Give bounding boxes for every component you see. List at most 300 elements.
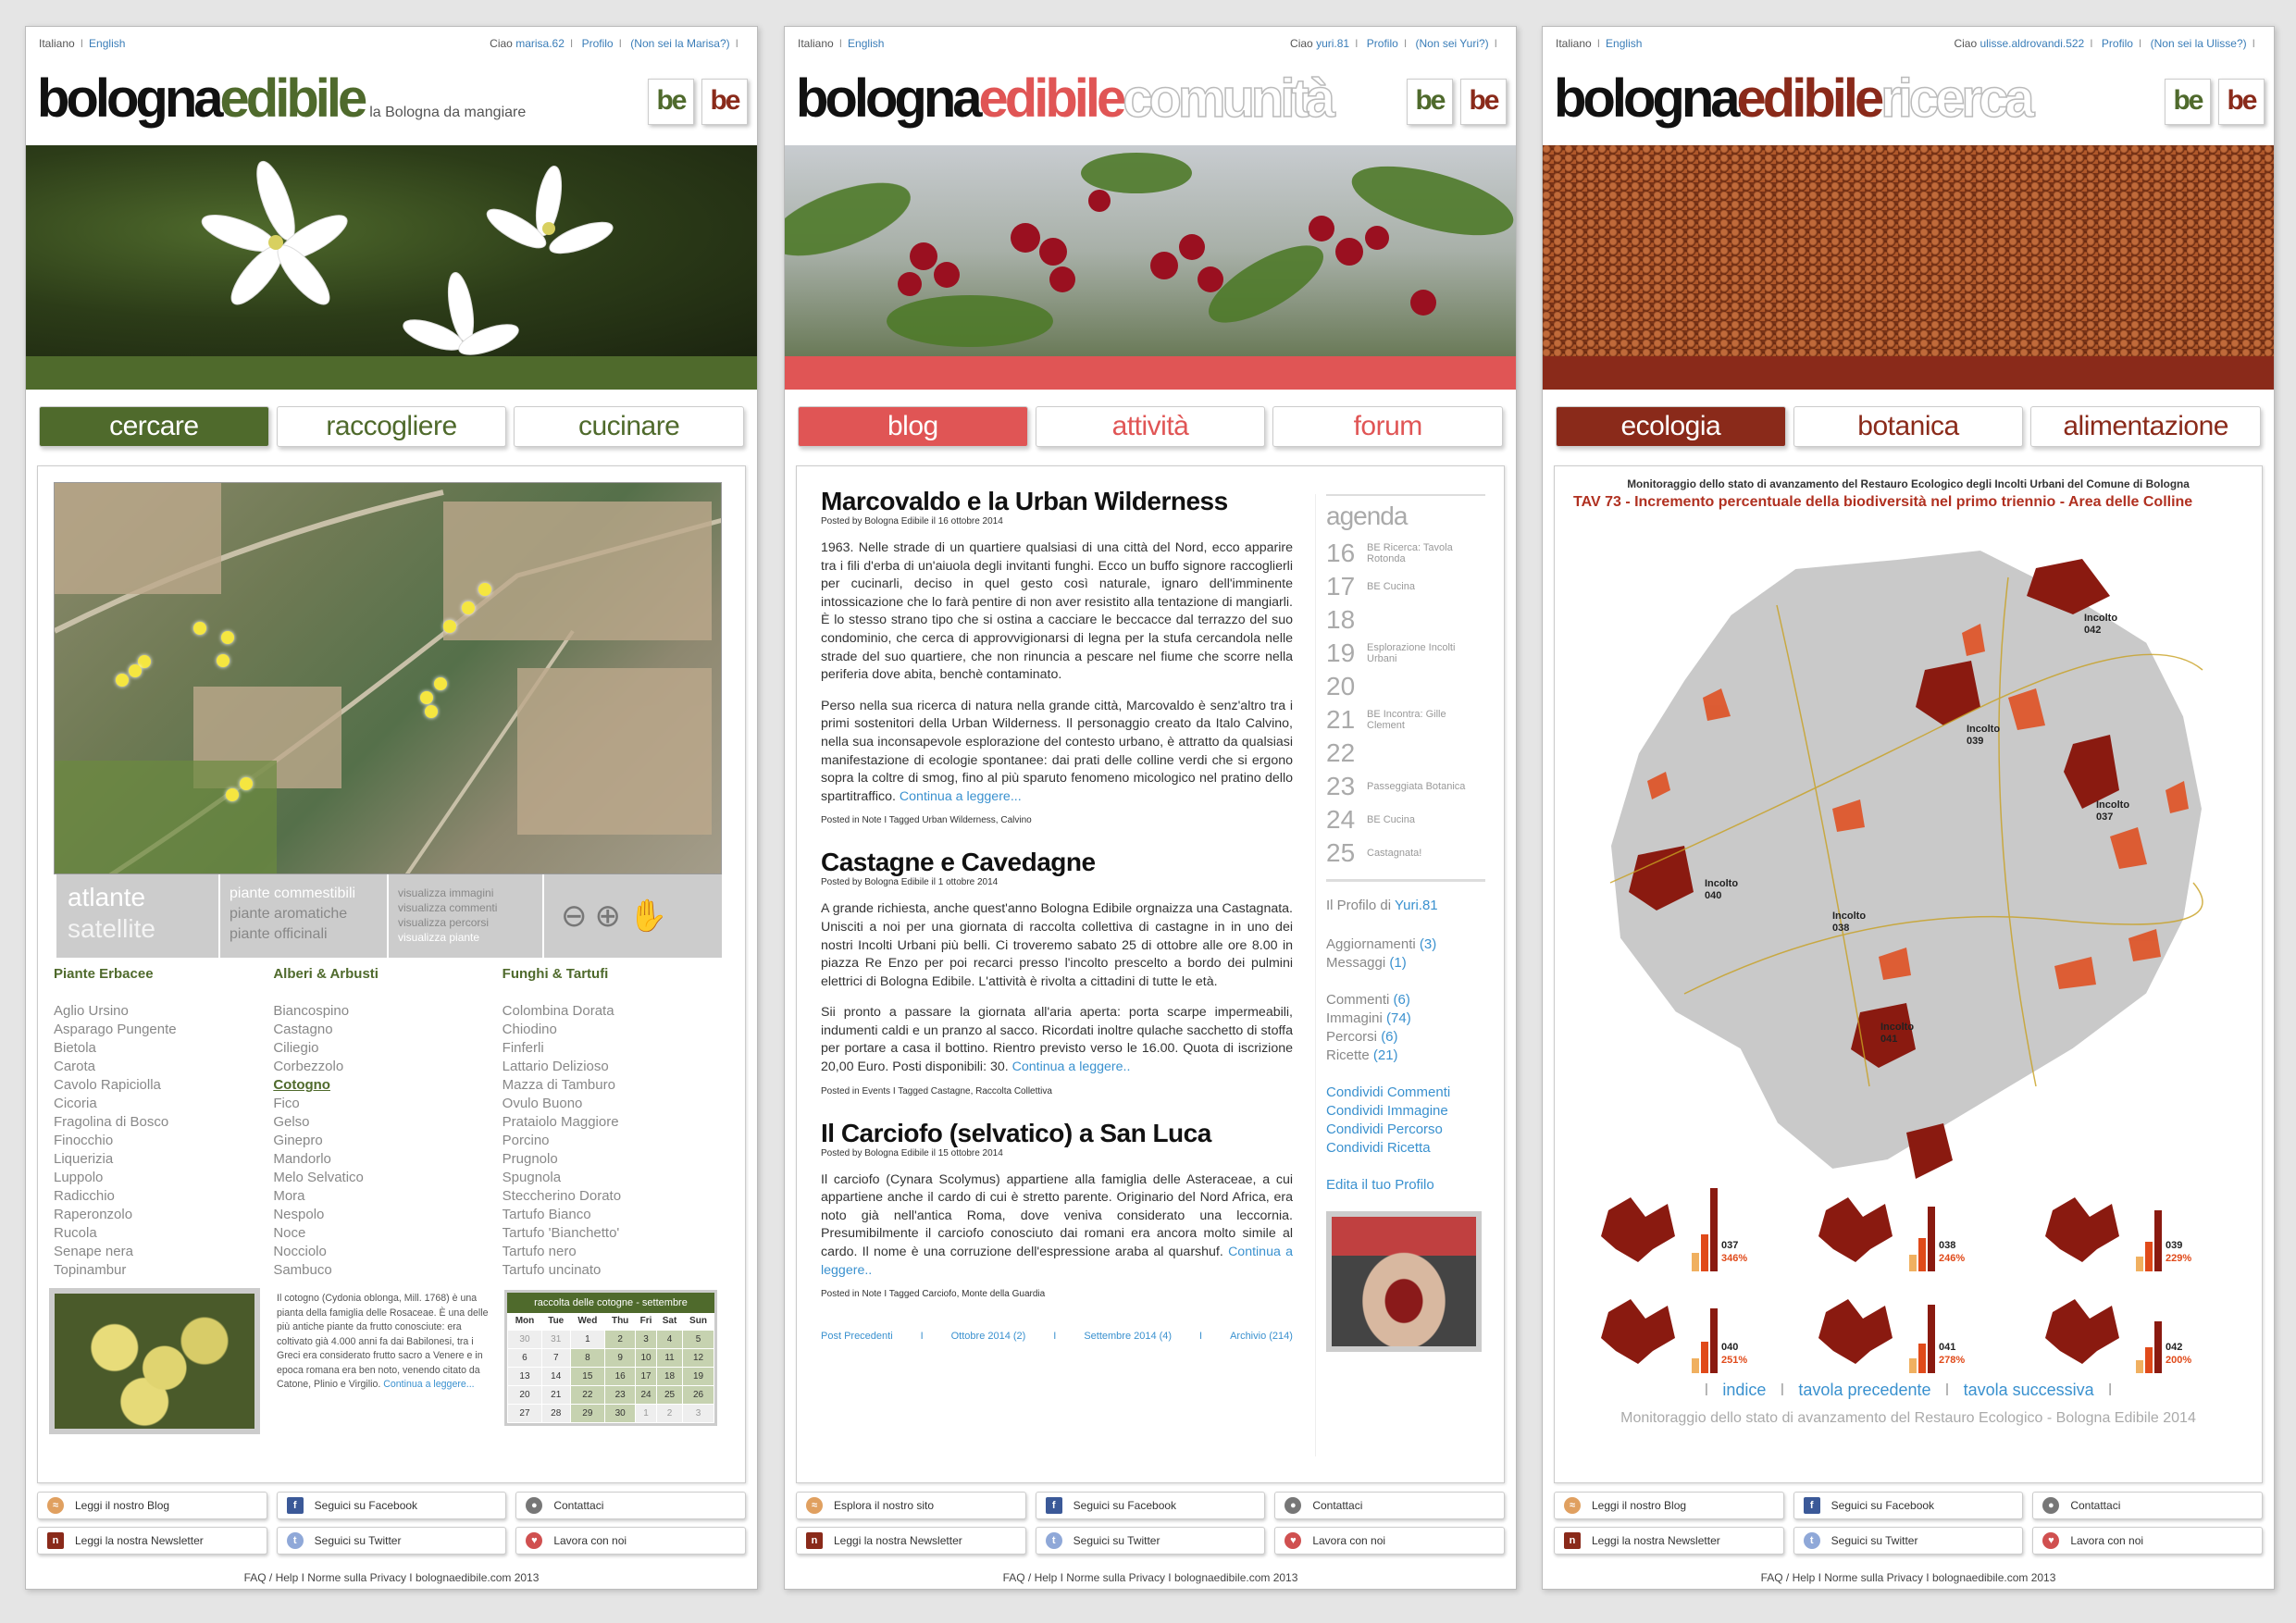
be-badge-2[interactable]: be	[2218, 79, 2265, 125]
calendar-cell[interactable]: 19	[683, 1367, 714, 1385]
user-icon: ●	[2042, 1497, 2059, 1514]
newsletter-button[interactable]: n Leggi la nostra Newsletter	[796, 1527, 1026, 1555]
quince-photo	[49, 1288, 260, 1434]
col-alberi	[273, 966, 492, 1280]
main-tabs	[1543, 390, 2274, 447]
incolto-label[interactable]	[1832, 911, 1866, 935]
share-link[interactable]: Condividi Percorso	[1326, 1121, 1443, 1137]
content-panel	[796, 465, 1505, 1483]
lang-english[interactable]: English	[848, 37, 885, 50]
nav-indice[interactable]: indice	[1722, 1381, 1767, 1399]
facebook-button[interactable]: f Seguici su Facebook	[277, 1492, 507, 1519]
twitter-button[interactable]: t Seguici su Twitter	[277, 1527, 507, 1555]
calendar-day-header: Sat	[657, 1313, 683, 1330]
agenda-sidebar	[1326, 494, 1485, 1352]
be-badge-1[interactable]: be	[1407, 79, 1453, 125]
calendar-cell[interactable]: 17	[636, 1367, 657, 1385]
profile-stat[interactable]	[1326, 1010, 1485, 1028]
plant-list-item[interactable]: Gelso	[273, 1114, 310, 1130]
plant-marker[interactable]	[434, 677, 447, 690]
calendar-cell[interactable]: 3	[683, 1404, 714, 1422]
read-more-link[interactable]: Continua a leggere...	[899, 788, 1022, 804]
agenda-event: BE Incontra: Gille Clement	[1367, 709, 1446, 731]
tav-title: TAV 73 - Incremento percentuale della biodiversità nel primo triennio - Area delle Colline	[1573, 494, 2193, 510]
filter-officinali[interactable]: piante officinali	[230, 926, 328, 942]
calendar-cell[interactable]: 27	[508, 1404, 542, 1422]
profile-link[interactable]: Profilo	[581, 37, 614, 50]
bar-code: 038	[1939, 1240, 1956, 1251]
calendar-cell[interactable]: 2	[657, 1404, 683, 1422]
agenda-row[interactable]	[1326, 836, 1485, 870]
atlante-toggle[interactable]: atlante	[68, 883, 146, 911]
post-meta: Posted in Note I Tagged Urban Wilderness, Calvino	[821, 815, 1032, 826]
profile-line: Il Profilo di Yuri.81	[1326, 898, 1438, 913]
calendar-cell[interactable]: 1	[636, 1404, 657, 1422]
footer-links[interactable]: FAQ / Help I Norme sulla Privacy I bolognaedibile.com 2013	[243, 1571, 540, 1584]
calendar-cell[interactable]: 14	[541, 1367, 570, 1385]
page-cercare	[25, 26, 758, 1590]
plant-marker[interactable]	[425, 705, 438, 718]
username[interactable]: marisa.62	[515, 37, 565, 50]
share-link[interactable]: Condividi Ricetta	[1326, 1140, 1431, 1156]
plant-list-item[interactable]: Mora	[273, 1188, 305, 1204]
not-you-link[interactable]: (Non sei Yuri?)	[1415, 37, 1489, 50]
blog-pager: Post Precedenti I Ottobre 2014 (2) I Settembre 2014 (4) I Archivio (214)	[821, 1331, 1293, 1343]
greeting: Ciao	[1290, 37, 1313, 50]
footer-links[interactable]: FAQ / Help I Norme sulla Privacy I bolognaedibile.com 2013	[1760, 1571, 2056, 1584]
header	[785, 60, 1516, 145]
tab-raccogliere[interactable]: raccogliere	[277, 406, 507, 447]
calendar-cell[interactable]: 10	[636, 1348, 657, 1367]
newsletter-icon: n	[1564, 1532, 1581, 1549]
plant-list-item[interactable]: Tartufo nero	[502, 1244, 577, 1259]
plant-list-item[interactable]: Noce	[273, 1225, 306, 1241]
be-badge-1[interactable]: be	[2165, 79, 2211, 125]
read-more-link[interactable]: Continua a leggere...	[383, 1379, 475, 1390]
calendar-cell[interactable]: 4	[657, 1330, 683, 1348]
post-byline: Posted by Bologna Edibile il 16 ottobre 2014	[821, 516, 1003, 527]
pager-archive[interactable]: Archivio (214)	[1230, 1331, 1293, 1343]
satellite-toggle[interactable]: satellite	[68, 914, 155, 943]
incolto-shape	[2045, 1299, 2119, 1364]
calendar-cell[interactable]: 20	[508, 1385, 542, 1404]
calendar-cell[interactable]: 28	[541, 1404, 570, 1422]
agenda-event: Passeggiata Botanica	[1367, 781, 1466, 792]
twitter-icon: t	[1804, 1532, 1820, 1549]
bar-percent: 200%	[2166, 1355, 2192, 1366]
lang-italiano[interactable]: Italiano	[39, 37, 75, 50]
contact-button[interactable]: ● Contattaci	[515, 1492, 746, 1519]
calendar-cell[interactable]: 13	[508, 1367, 542, 1385]
plant-list-item[interactable]: Senape nera	[54, 1244, 133, 1259]
calendar-cell[interactable]: 21	[541, 1385, 570, 1404]
calendar-cell[interactable]: 2	[605, 1330, 636, 1348]
be-badge-2[interactable]: be	[1460, 79, 1507, 125]
main-tabs	[26, 390, 757, 447]
post-title[interactable]: Castagne e Cavedagne	[821, 848, 1096, 877]
agenda-day: 18	[1326, 605, 1356, 634]
plant-marker[interactable]	[240, 777, 253, 790]
contact-button[interactable]: ● Contattaci	[1274, 1492, 1505, 1519]
stat-label: Messaggi	[1326, 955, 1386, 971]
plant-list-item[interactable]: Bietola	[54, 1040, 96, 1056]
color-strip	[785, 356, 1516, 390]
lang-italiano[interactable]: Italiano	[798, 37, 834, 50]
plant-list-item[interactable]: Steccherino Dorato	[502, 1188, 622, 1204]
col-erbacee	[54, 966, 273, 1280]
heart-icon: ♥	[526, 1532, 542, 1549]
read-more-link[interactable]: Continua a leggere..	[821, 1245, 1293, 1278]
incolto-bar-group[interactable]	[1582, 1281, 1786, 1373]
work-button[interactable]: ♥ Lavora con noi	[2032, 1527, 2263, 1555]
incolto-shape	[2045, 1197, 2119, 1262]
plant-marker[interactable]	[217, 654, 230, 667]
calendar-cell[interactable]: 24	[636, 1385, 657, 1404]
incolto-shape	[1818, 1197, 1893, 1262]
agenda-row[interactable]	[1326, 537, 1485, 570]
footer	[796, 1492, 1505, 1584]
explore-button[interactable]: ≈ Esplora il nostro sito	[796, 1492, 1026, 1519]
profile-user-link[interactable]: Yuri.81	[1394, 898, 1438, 913]
be-badge-1[interactable]: be	[648, 79, 694, 125]
stat-label: Ricette	[1326, 1047, 1370, 1063]
bar-percent: 251%	[1721, 1355, 1748, 1366]
plant-list-item[interactable]: Prataiolo Maggiore	[502, 1114, 619, 1130]
agenda-row[interactable]	[1326, 703, 1485, 737]
calendar-cell[interactable]: 25	[657, 1385, 683, 1404]
plant-list-item[interactable]: Colombina Dorata	[502, 1003, 614, 1019]
calendar-cell[interactable]: 31	[541, 1330, 570, 1348]
plant-list-item[interactable]: Chiodino	[502, 1022, 557, 1037]
plant-list-item[interactable]: Lattario Delizioso	[502, 1059, 609, 1074]
stat-label: Aggiornamenti	[1326, 936, 1416, 952]
incolto-bar-group[interactable]	[1582, 1179, 1786, 1271]
profile-link[interactable]: Profilo	[1366, 37, 1398, 50]
lang-english[interactable]: English	[89, 37, 126, 50]
growth-bar	[1918, 1344, 1926, 1373]
plant-list-item[interactable]: Tartufo Bianco	[502, 1207, 591, 1222]
profile-stat[interactable]	[1326, 935, 1485, 954]
label-word: Incolto	[2084, 613, 2118, 624]
tab-cucinare[interactable]: cucinare	[514, 406, 744, 447]
calendar-cell[interactable]: 5	[683, 1330, 714, 1348]
plant-list-item[interactable]: Fragolina di Bosco	[54, 1114, 169, 1130]
berries-hands-photo	[1326, 1211, 1482, 1352]
agenda-day: 23	[1326, 772, 1356, 800]
hero-image-cherries	[785, 145, 1516, 356]
plant-list-item[interactable]: Fico	[273, 1096, 300, 1111]
content-panel	[37, 465, 746, 1483]
growth-bar	[1701, 1342, 1708, 1373]
agenda-day: 20	[1326, 672, 1356, 700]
post-paragraph: Il carciofo (Cynara Scolymus) appartiene alla famiglia delle Asteraceae, a cui appartiene anche il cardo di cui è stretto parente. Originario del Nord Africa, era noto già nell'antica Roma, dove veniva considerato una leccornia. Presumibilmente il carciofo conosciuto dai romani era ancora molto simile al cardo. Il nome è una corruzione dell'espressione araba al quarshuf. Continua a leggere..	[821, 1171, 1293, 1278]
stat-label: Commenti	[1326, 992, 1390, 1008]
stat-count: (1)	[1389, 955, 1407, 971]
contact-button[interactable]: ● Contattaci	[2032, 1492, 2263, 1519]
plant-marker[interactable]	[420, 691, 433, 704]
biodiversity-map[interactable]	[1592, 531, 2240, 1197]
top-bar: Italiano I English Ciao ulisse.aldrovandi.522 I Profilo I (Non sei la Ulisse?) I	[1556, 37, 2255, 50]
plant-marker[interactable]	[221, 631, 234, 644]
satellite-map[interactable]	[54, 482, 722, 874]
plant-list-item[interactable]: Tartufo uncinato	[502, 1262, 602, 1278]
lang-italiano[interactable]: Italiano	[1556, 37, 1592, 50]
plant-list-item[interactable]: Finocchio	[54, 1133, 114, 1148]
facebook-button[interactable]: f Seguici su Facebook	[1036, 1492, 1266, 1519]
color-strip	[26, 356, 757, 390]
username[interactable]: yuri.81	[1316, 37, 1350, 50]
not-you-link[interactable]: (Non sei la Ulisse?)	[2150, 37, 2247, 50]
calendar-cell[interactable]: 8	[570, 1348, 605, 1367]
calendar-cell[interactable]: 26	[683, 1385, 714, 1404]
newsletter-icon: n	[806, 1532, 823, 1549]
plant-list-item[interactable]: Melo Selvatico	[273, 1170, 364, 1185]
twitter-icon: t	[287, 1532, 304, 1549]
pager-prev[interactable]: Post Precedenti	[821, 1331, 893, 1343]
not-you-link[interactable]: (Non sei la Marisa?)	[630, 37, 730, 50]
footer	[1554, 1492, 2263, 1584]
header	[26, 60, 757, 145]
agenda-row[interactable]	[1326, 770, 1485, 803]
stat-count: (21)	[1372, 1047, 1398, 1063]
read-more-link[interactable]: Continua a leggere..	[1011, 1059, 1131, 1075]
agenda-row[interactable]	[1326, 737, 1485, 770]
plant-marker[interactable]	[193, 622, 206, 635]
pager-month[interactable]: Settembre 2014 (4)	[1084, 1331, 1173, 1343]
incolto-label[interactable]	[2096, 799, 2129, 824]
plant-list-item[interactable]: Ciliegio	[273, 1040, 319, 1056]
plant-list-item[interactable]: Prugnolo	[502, 1151, 558, 1167]
plant-list-item[interactable]: Raperonzolo	[54, 1207, 133, 1222]
agenda-row[interactable]	[1326, 603, 1485, 637]
calendar-cell[interactable]: 23	[605, 1385, 636, 1404]
facebook-button[interactable]: f Seguici su Facebook	[1793, 1492, 2024, 1519]
calendar-day-header: Tue	[541, 1313, 570, 1330]
calendar-cell[interactable]: 15	[570, 1367, 605, 1385]
plant-marker[interactable]	[129, 664, 142, 677]
plant-list-item[interactable]: Cicoria	[54, 1096, 97, 1111]
calendar-cell[interactable]: 22	[570, 1385, 605, 1404]
agenda-row[interactable]	[1326, 570, 1485, 603]
top-bar: Italiano I English Ciao yuri.81 I Profilo I (Non sei Yuri?) I	[798, 37, 1497, 50]
pager-month[interactable]: Ottobre 2014 (2)	[950, 1331, 1026, 1343]
plant-list-item[interactable]: Cotogno	[273, 1077, 330, 1093]
plant-marker[interactable]	[462, 601, 475, 614]
plant-list-item[interactable]: Ovulo Buono	[502, 1096, 583, 1111]
nav-previous[interactable]: tavola precedente	[1798, 1381, 1931, 1399]
be-badge-2[interactable]: be	[701, 79, 748, 125]
newsletter-button[interactable]: n Leggi la nostra Newsletter	[1554, 1527, 1784, 1555]
tab-botanica[interactable]: botanica	[1793, 406, 2024, 447]
plant-list-item[interactable]: Castagno	[273, 1022, 333, 1037]
agenda-event: BE Cucina	[1367, 814, 1415, 825]
incolto-label[interactable]	[2084, 613, 2117, 637]
plant-list-item[interactable]: Corbezzolo	[273, 1059, 344, 1074]
username[interactable]: ulisse.aldrovandi.522	[1980, 37, 2085, 50]
profile-stat[interactable]	[1326, 991, 1485, 1010]
view-commenti[interactable]: visualizza commenti	[398, 901, 498, 914]
view-immagini[interactable]: visualizza immagini	[398, 886, 494, 899]
profile-link[interactable]: Profilo	[2101, 37, 2133, 50]
profile-stat[interactable]	[1326, 1028, 1485, 1047]
tab-attivita[interactable]: attività	[1036, 406, 1266, 447]
growth-bar	[1710, 1188, 1718, 1271]
plant-list-item[interactable]: Mazza di Tamburo	[502, 1077, 615, 1093]
agenda-event: BE Ricerca: Tavola Rotonda	[1367, 542, 1453, 564]
tab-cercare[interactable]: cercare	[39, 406, 269, 447]
calendar-cell[interactable]: 12	[683, 1348, 714, 1367]
post-byline: Posted by Bologna Edibile il 1 ottobre 2014	[821, 877, 999, 888]
tab-alimentazione[interactable]: alimentazione	[2030, 406, 2261, 447]
twitter-button[interactable]: t Seguici su Twitter	[1793, 1527, 2024, 1555]
work-button[interactable]: ♥ Lavora con noi	[1274, 1527, 1505, 1555]
post-paragraph: 1963. Nelle strade di un quartiere qualsiasi di una città del Nord, ecco apparire tra i fili d'erba di un'aiuola degli invitanti funghi. Ecco un buffo signore raccoglierli per cucinarli, deciso in quel gesto così naturale, ignaro dell'imminente intossicazione che lo farà pentire di non aver resistito alla tentazione di mangiarli. È lo stesso strano tipo che si ostina a cacciare le beccacce dal terrazzo del suo condominio, che cerca di approvvigionarsi di legna per la stufa cercandola nelle strade del suo quartiere, che non rinuncia a pescare nel fiume che scorre nella periferia dove abita, benchè contaminato.	[821, 540, 1293, 683]
label-word: Incolto	[1832, 911, 1867, 922]
calendar-cell[interactable]: 16	[605, 1367, 636, 1385]
bar-code: 039	[2166, 1240, 2183, 1251]
hero-image-flowers	[26, 145, 757, 356]
agenda-day: 16	[1326, 539, 1356, 567]
filter-edibili[interactable]: piante commestibili	[230, 886, 356, 901]
view-percorsi[interactable]: visualizza percorsi	[398, 916, 490, 929]
calendar-cell[interactable]: 1	[570, 1330, 605, 1348]
twitter-button[interactable]: t Seguici su Twitter	[1036, 1527, 1266, 1555]
calendar-cell[interactable]: 7	[541, 1348, 570, 1367]
blog-button[interactable]: ≈ Leggi il nostro Blog	[1554, 1492, 1784, 1519]
plant-list-item[interactable]: Asparago Pungente	[54, 1022, 177, 1037]
agenda-day: 24	[1326, 805, 1356, 834]
share-link[interactable]: Condividi Immagine	[1326, 1103, 1448, 1119]
calendar-cell[interactable]: 29	[570, 1404, 605, 1422]
growth-bar	[1928, 1305, 1935, 1373]
plant-list-item[interactable]: Finferli	[502, 1040, 544, 1056]
lang-english[interactable]: English	[1606, 37, 1643, 50]
agenda-day: 25	[1326, 838, 1356, 867]
incolto-label[interactable]	[1880, 1022, 1914, 1046]
bar-percent: 229%	[2166, 1253, 2192, 1264]
growth-bar	[1918, 1238, 1926, 1271]
share-link[interactable]: Condividi Commenti	[1326, 1084, 1451, 1100]
incolto-bar-group[interactable]	[2027, 1281, 2230, 1373]
plant-list-item[interactable]: Nocciolo	[273, 1244, 327, 1259]
growth-bar	[1692, 1253, 1699, 1271]
plant-list-item[interactable]: Mandorlo	[273, 1151, 331, 1167]
view-piante[interactable]: visualizza piante	[398, 931, 480, 944]
profile-stat[interactable]	[1326, 1047, 1485, 1065]
main-tabs	[785, 390, 1516, 447]
zoom-in-icon[interactable]: ⊕	[594, 898, 621, 934]
incolto-bar-group[interactable]	[1800, 1179, 2004, 1271]
blog-post	[821, 848, 1293, 1096]
calendar-cell[interactable]: 3	[636, 1330, 657, 1348]
post-title[interactable]: Il Carciofo (selvatico) a San Luca	[821, 1118, 1211, 1147]
work-button[interactable]: ♥ Lavora con noi	[515, 1527, 746, 1555]
profile-stat[interactable]	[1326, 954, 1485, 973]
greeting: Ciao	[1954, 37, 1978, 50]
tab-forum[interactable]: forum	[1272, 406, 1503, 447]
incolto-label[interactable]	[1705, 878, 1738, 902]
plant-marker[interactable]	[443, 620, 456, 633]
plant-list-item[interactable]: Cavolo Rapiciolla	[54, 1077, 161, 1093]
incolto-label[interactable]	[1967, 724, 2000, 748]
plant-list-item[interactable]: Rucola	[54, 1225, 97, 1241]
user-icon: ●	[1285, 1497, 1301, 1514]
plant-list-item[interactable]: Topinambur	[54, 1262, 127, 1278]
plant-list-item[interactable]: Sambuco	[273, 1262, 332, 1278]
incolto-bar-group[interactable]	[2027, 1179, 2230, 1271]
edit-profile-link[interactable]: Edita il tuo Profilo	[1326, 1177, 1434, 1193]
twitter-icon: t	[1046, 1532, 1062, 1549]
agenda-row[interactable]	[1326, 803, 1485, 836]
agenda-row[interactable]	[1326, 637, 1485, 670]
nav-next[interactable]: tavola successiva	[1963, 1381, 2094, 1399]
incolto-bar-group[interactable]	[1800, 1281, 2004, 1373]
plant-list-item[interactable]: Biancospino	[273, 1003, 350, 1019]
plant-list-item[interactable]: Ginepro	[273, 1133, 323, 1148]
agenda-day: 21	[1326, 705, 1356, 734]
plant-list-item[interactable]: Liquerizia	[54, 1151, 114, 1167]
calendar-cell[interactable]: 11	[657, 1348, 683, 1367]
plant-list-item[interactable]: Radicchio	[54, 1188, 115, 1204]
blog-button[interactable]: ≈ Leggi il nostro Blog	[37, 1492, 267, 1519]
site-logo[interactable]: bolognaedibilecomunità	[796, 68, 1333, 129]
plant-list-item[interactable]: Nespolo	[273, 1207, 325, 1222]
label-word: Incolto	[1705, 878, 1739, 889]
bar-percent: 246%	[1939, 1253, 1966, 1264]
calendar-cell[interactable]: 9	[605, 1348, 636, 1367]
footer	[37, 1492, 746, 1584]
incolto-shape	[1818, 1299, 1893, 1364]
post-paragraph: A grande richiesta, anche quest'anno Bologna Edibile orgnaizza una Castagnata. Unisciti a noi per una giornata di raccolta collettiva di castagne in in uno dei nostri Incolti Urbani più belli. Ci troveremo sabato 25 di ottobre alle ore 8.00 in piazza Re Enzo per poi recarci presso l'incolto prescelto a bordo dei pulmini elettrici di Bologna Edibile. L'attività è rivolta a cittadini di tutte le età.	[821, 901, 1293, 989]
filter-aromatiche[interactable]: piante aromatiche	[230, 906, 348, 922]
calendar-cell[interactable]: 6	[508, 1348, 542, 1367]
post-title[interactable]: Marcovaldo e la Urban Wilderness	[821, 487, 1228, 515]
footer-links[interactable]: FAQ / Help I Norme sulla Privacy I bolognaedibile.com 2013	[1002, 1571, 1298, 1584]
hand-pan-icon[interactable]: ✋	[628, 898, 668, 934]
growth-bar	[2136, 1257, 2143, 1271]
stat-label: Immagini	[1326, 1010, 1383, 1026]
plant-list-item[interactable]: Spugnola	[502, 1170, 562, 1185]
newsletter-button[interactable]: n Leggi la nostra Newsletter	[37, 1527, 267, 1555]
tab-blog[interactable]: blog	[798, 406, 1028, 447]
growth-bar	[1909, 1358, 1917, 1373]
tagline: la Bologna da mangiare	[369, 105, 527, 120]
post-paragraph: Perso nella sua ricerca di natura nella grande città, Marcovaldo è senz'altro tra i primi sostenitori della Urban Wilderness. Il personaggio creato da Italo Calvino, nella sua inconsapevole esplorazione del contesto urbano, è attratto da qualsiasi manifestazione di ecologie spontanee: dai prati delle colline verdi che si ergono sopra la coltre di smog, fino al più sparuto fenomeno micologico nel pratino dello spartitraffico. Continua a leggere...	[821, 698, 1293, 804]
calendar-cell[interactable]: 30	[605, 1404, 636, 1422]
plant-marker[interactable]	[226, 788, 239, 801]
bar-code: 042	[2166, 1342, 2183, 1353]
calendar-title: raccolta delle cotogne - settembre	[507, 1293, 714, 1313]
plant-list-item[interactable]: Aglio Ursino	[54, 1003, 129, 1019]
plant-list-item[interactable]: Tartufo 'Bianchetto'	[502, 1225, 620, 1241]
calendar-cell[interactable]: 18	[657, 1367, 683, 1385]
site-logo[interactable]: bolognaedibilericerca	[1554, 68, 2031, 129]
plant-marker[interactable]	[116, 674, 129, 687]
site-logo[interactable]: bolognaedibile la Bologna da mangiare	[37, 68, 527, 129]
zoom-out-icon[interactable]: ⊖	[561, 898, 588, 934]
agenda-row[interactable]	[1326, 670, 1485, 703]
tab-ecologia[interactable]: ecologia	[1556, 406, 1786, 447]
plant-list-item[interactable]: Carota	[54, 1059, 96, 1074]
calendar-cell[interactable]: 30	[508, 1330, 542, 1348]
plant-marker[interactable]	[478, 583, 491, 596]
plant-list-item[interactable]: Luppolo	[54, 1170, 104, 1185]
plant-list-item[interactable]: Porcino	[502, 1133, 550, 1148]
calendar-day-header: Wed	[570, 1313, 605, 1330]
agenda-event: Castagnata!	[1367, 848, 1422, 859]
agenda-day: 17	[1326, 572, 1356, 601]
stat-count: (74)	[1386, 1010, 1411, 1026]
